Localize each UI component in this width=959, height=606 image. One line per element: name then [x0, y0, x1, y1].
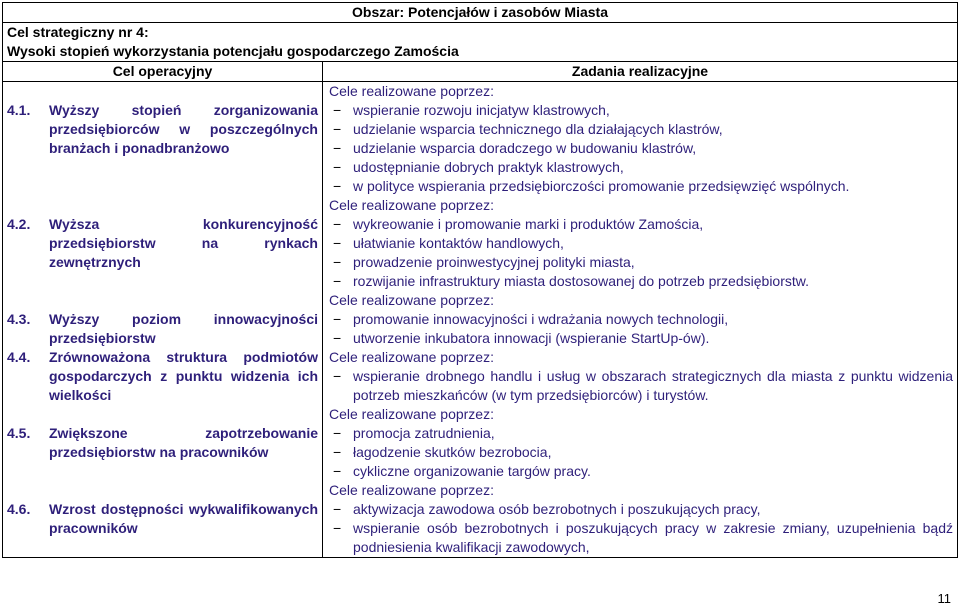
task-text: promocja zatrudnienia,	[353, 425, 495, 441]
objective-number: 4.4.	[7, 349, 31, 365]
dash-bullet: −	[333, 463, 342, 479]
task-item	[327, 177, 953, 196]
strategy-table	[2, 2, 958, 558]
task-item	[327, 158, 953, 177]
task-text: wspieranie rozwoju inicjatyw klastrowych,	[353, 102, 610, 118]
objective-item	[3, 481, 322, 557]
task-intro: Cele realizowane poprzez:	[329, 292, 494, 308]
dash-bullet: −	[333, 159, 342, 175]
task-item	[327, 519, 953, 557]
task-item	[327, 253, 953, 272]
task-block	[327, 291, 953, 348]
task-item	[327, 443, 953, 462]
objective-item	[3, 196, 322, 291]
objective-text: Wyższy stopień zorganizowania przedsiębiorców w poszczególnych branżach i ponadbranżowo	[49, 102, 318, 156]
objective-item	[3, 348, 322, 405]
dash-bullet: −	[333, 368, 342, 384]
area-header: Obszar: Potencjałów i zasobów Miasta	[3, 3, 958, 23]
dash-bullet: −	[333, 311, 342, 327]
objective-number: 4.1.	[7, 102, 31, 118]
objective-number: 4.2.	[7, 216, 31, 232]
task-intro: Cele realizowane poprzez:	[329, 482, 494, 498]
task-text: wspieranie drobnego handlu i usług w obszarach strategicznych dla miasta z punktu widzenia potrzeb mieszkańców (w tym przedsiębiorców) i turystów.	[353, 368, 954, 403]
dash-bullet: −	[333, 216, 342, 232]
dash-bullet: −	[333, 330, 342, 346]
task-item	[327, 500, 953, 519]
task-text: promowanie innowacyjności i wdrażania nowych technologii,	[353, 311, 729, 327]
objective-number: 4.3.	[7, 311, 31, 327]
task-block	[327, 405, 953, 481]
task-item	[327, 120, 953, 139]
task-intro: Cele realizowane poprzez:	[329, 406, 494, 422]
dash-bullet: −	[333, 444, 342, 460]
dash-bullet: −	[333, 140, 342, 156]
task-item	[327, 101, 953, 120]
objectives-cell	[3, 82, 323, 558]
dash-bullet: −	[333, 425, 342, 441]
objective-text: Wzrost dostępności wykwalifikowanych pracowników	[49, 501, 318, 536]
task-item	[327, 234, 953, 253]
objective-item	[3, 405, 322, 481]
task-text: udzielanie wsparcia doradczego w budowaniu klastrów,	[353, 140, 697, 156]
objective-number: 4.5.	[7, 425, 31, 441]
dash-bullet: −	[333, 178, 342, 194]
task-block	[327, 82, 953, 196]
task-text: udostępnianie dobrych praktyk klastrowych,	[353, 159, 624, 175]
dash-bullet: −	[333, 520, 342, 536]
dash-bullet: −	[333, 501, 342, 517]
task-text: łagodzenie skutków bezrobocia,	[353, 444, 552, 460]
col-header-operational: Cel operacyjny	[3, 62, 323, 82]
strategic-goal: Cel strategiczny nr 4: Wysoki stopień wykorzystania potencjału gospodarczego Zamościa	[3, 23, 958, 62]
task-intro: Cele realizowane poprzez:	[329, 197, 494, 213]
objective-text: Zwiększone zapotrzebowanie przedsiębiorstw na pracowników	[49, 425, 318, 460]
task-text: ułatwianie kontaktów handlowych,	[353, 235, 564, 251]
objective-text: Wyższa konkurencyjność przedsiębiorstw na rynkach zewnętrznych	[49, 216, 318, 270]
task-text: udzielanie wsparcia technicznego dla działających klastrów,	[353, 121, 723, 137]
task-item	[327, 139, 953, 158]
task-text: w polityce wspierania przedsiębiorczości promowanie przedsięwzięć wspólnych.	[353, 178, 850, 194]
task-text: wykreowanie i promowanie marki i produktów Zamościa,	[353, 216, 704, 232]
objective-text: Zrównoważona struktura podmiotów gospodarczych z punktu widzenia ich wielkości	[49, 349, 318, 403]
task-item	[327, 462, 953, 481]
objective-item	[3, 291, 322, 348]
task-text: aktywizacja zawodowa osób bezrobotnych i poszukujących pracy,	[353, 501, 761, 517]
dash-bullet: −	[333, 254, 342, 270]
dash-bullet: −	[333, 121, 342, 137]
task-block	[327, 196, 953, 291]
col-header-tasks: Zadania realizacyjne	[323, 62, 958, 82]
task-item	[327, 215, 953, 234]
task-text: prowadzenie proinwestycyjnej polityki miasta,	[353, 254, 635, 270]
dash-bullet: −	[333, 273, 342, 289]
dash-bullet: −	[333, 235, 342, 251]
task-text: utworzenie inkubatora innowacji (wspieranie StartUp-ów).	[353, 330, 710, 346]
objective-text: Wyższy poziom innowacyjności przedsiębiorstw	[49, 311, 318, 346]
task-block	[327, 481, 953, 557]
task-item	[327, 329, 953, 348]
task-block	[327, 348, 953, 405]
dash-bullet: −	[333, 102, 342, 118]
task-item	[327, 424, 953, 443]
task-text: cykliczne organizowanie targów pracy.	[353, 463, 591, 479]
task-text: wspieranie osób bezrobotnych i poszukujących pracy w zakresie zmiany, uzupełnienia bądź podniesienia kwalifikacji zawodowych,	[353, 520, 954, 555]
objective-item	[3, 82, 322, 196]
page-number: 11	[937, 591, 951, 606]
task-item	[327, 272, 953, 291]
task-intro: Cele realizowane poprzez:	[329, 349, 494, 365]
task-text: rozwijanie infrastruktury miasta dostosowanej do potrzeb przedsiębiorstw.	[353, 273, 809, 289]
tasks-cell	[323, 82, 958, 558]
task-intro: Cele realizowane poprzez:	[329, 83, 494, 99]
task-item	[327, 310, 953, 329]
objective-number: 4.6.	[7, 501, 31, 517]
task-item	[327, 367, 953, 405]
